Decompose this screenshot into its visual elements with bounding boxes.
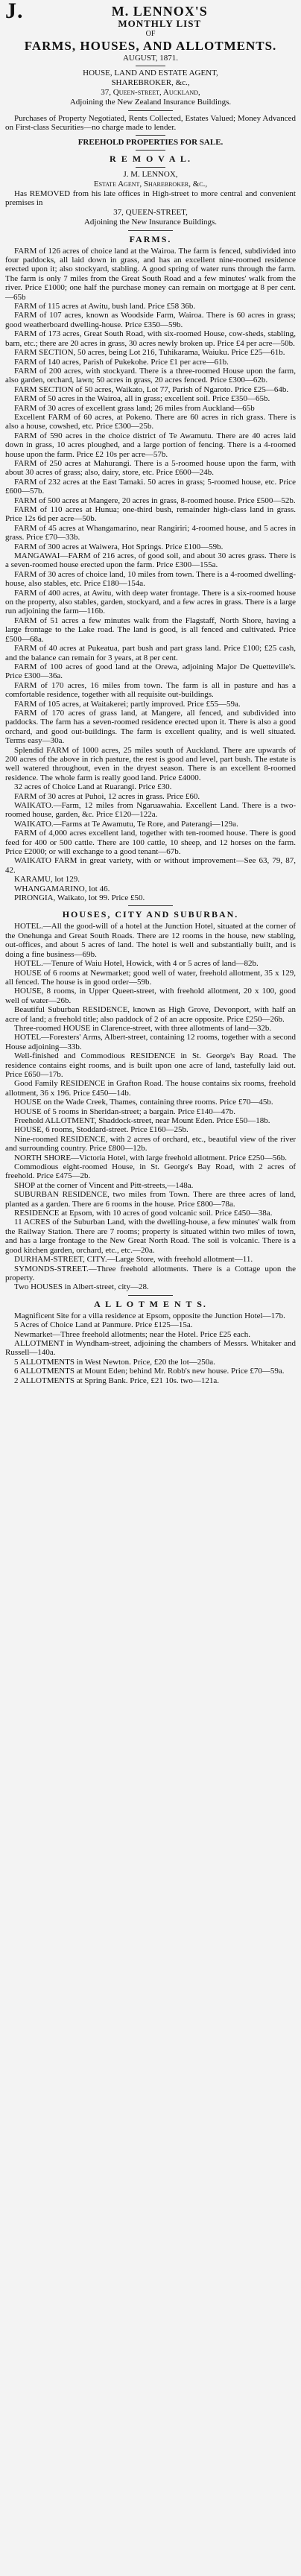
listing-item: NORTH SHORE—Victoria Hotel, with large freehold allotment. Price £250—56b. — [14, 1153, 287, 1162]
allotments-list — [5, 1311, 296, 1385]
listing-item: 5 Acres of Choice Land at Panmure. Price £125—15a. — [14, 1320, 193, 1330]
freehold-heading: FREEHOLD PROPERTIES FOR SALE. — [77, 137, 224, 147]
listing-item: HOUSE of 6 rooms at Newmarket; good well of water, freehold allotment, 35 x 129, all fenced. The house is in good order—59b. — [5, 968, 296, 987]
listing-item: SHOP at the corner of Vincent and Pitt-streets,—148a. — [14, 1180, 194, 1190]
listing-item: 2 ALLOTMENTS at Spring Bank. Price, £21 10s. two—121a. — [14, 1376, 219, 1385]
listing-item: MANGAWAI—FARM of 216 acres, of good soil, and about 30 acres grass. There is a seven-roomed house erected upon the farm. Price £300—155a. — [5, 551, 296, 570]
farms-list — [5, 247, 296, 903]
listing-item: HOUSE of 5 rooms in Sheridan-street; a bargain. Price £140—47b. — [14, 1107, 236, 1116]
listing-item: FARM of 232 acres at the East Tamaki. 50 acres in grass; 5-roomed house, etc. Price £600—57b. — [5, 477, 296, 496]
header-agent: HOUSE, LAND AND ESTATE AGENT, — [83, 69, 218, 77]
divider — [128, 1295, 173, 1296]
listing-item: FARM of 100 acres of good land at the Orewa, adjoining Major De Quetteville's. Price £300—36a. — [5, 662, 296, 681]
listing-item: FARM of 400 acres, at Awitu, with deep water frontage. There is a six-roomed house on the property, also stables, garden, stockyard, and a few acres in grass. There is a large run adjoining the farm—116b. — [5, 588, 296, 616]
divider — [136, 150, 165, 151]
allotments-heading: A L L O T M E N T S. — [94, 1298, 207, 1309]
listing-item: FARM of 170 acres of grass land, at Mangere, all fenced, and subdivided into paddocks. The farm has a seven-roomed residence erected upon it. There is also a good orchard, and good out-buildings. The farm is excellent quality, and is well situated. Terms easy—30a. — [5, 708, 296, 746]
listing-item: FARM SECTION of 50 acres, Waikato, Lot 77, Parish of Ngaroto. Price £25—64b. — [14, 384, 289, 394]
listing-item: HOUSE, 8 rooms, in Upper Queen-street, with freehold allotment, 20 x 100, good well of water—26b. — [5, 987, 296, 1005]
listing-item: WHANGAMARINO, lot 46. — [14, 884, 110, 893]
listing-item: Two HOUSES in Albert-street, city—28. — [14, 1282, 149, 1292]
listing-item: Newmarket—Three freehold allotments; near the Hotel. Price £25 each. — [14, 1329, 251, 1339]
listing-item: RESIDENCE at Epsom, with 10 acres of good volcanic soil. Price £450—38a. — [14, 1209, 273, 1218]
listing-item: Beautiful Suburban RESIDENCE, known as High Grove, Devonport, with half an acre of land; a freehold title; also paddock of 2 of an acre opposite. Price £250—26b. — [5, 1005, 296, 1024]
listing-item: Magnificent Site for a villa residence at Epsom, opposite the Junction Hotel—17b. — [14, 1311, 285, 1320]
listing-item: ALLOTMENT in Wyndham-street, adjoining the chambers of Messrs. Whitaker and Russell—140a. — [5, 1338, 296, 1358]
listing-item: Well-finished and Commodious RESIDENCE in St. George's Bay Road. The residence contains eight rooms, and is built upon one acre of land, tastefully laid out. Price £650—17b. — [5, 1051, 296, 1079]
listing-item: WAIKATO.—Farm, 12 miles from Ngaruawahia. Excellent Land. There is a two-roomed house, garden, &c. Price £120—122a. — [5, 801, 296, 820]
removal-body: Has REMOVED from his late offices in High-street to more central and convenient premises in — [5, 189, 296, 208]
listing-item: Splendid FARM of 1000 acres, 25 miles south of Auckland. There are upwards of 200 acres of the above in rich pasture, the rest is good and level, part bush. The estate is well watered throughout, even in the dryest season. There is an excellent 8-roomed residence. The whole farm is really good land. Price £4000. — [5, 745, 296, 782]
header-subtitle: FARMS, HOUSES, AND ALLOTMENTS. — [24, 39, 277, 53]
listing-item: FARM of 4,000 acres excellent land, together with ten-roomed house. There is good feed for 400 or 500 cattle. There are 100 cattle, 10 sheep, and 12 horses on the farm. Price £2000; or will exchange to a good tenant—67b. — [5, 829, 296, 857]
listing-item: 11 ACRES of the Suburban Land, with the dwelling-house, a few minutes' walk from the Railway Station. There are 7 rooms; property is situated within two miles of town, and has a large frontage to the New Great North Road. The soil is volcanic. There is a good kitchen garden, orchard, etc., etc.—20a. — [5, 1218, 296, 1255]
listing-item: FARM of 107 acres, known as Woodside Farm, Wairoa. There is 60 acres in grass; good weatherboard dwelling-house. Price £350—59b. — [5, 311, 296, 329]
removal-role: Estate Agent, Sharebroker, &c., — [93, 179, 208, 189]
header-address: 37, Queen-street, Auckland, — [101, 88, 200, 97]
header-of: OF — [145, 30, 156, 38]
header-adjoining: Adjoining the New Zealand Insurance Buildings. — [69, 98, 232, 107]
listing-item: HOTEL.—All the good-will of a hotel at the Junction Hotel, situated at the corner of the Onehunga and Great South Roads. There are 12 rooms in the house, new stabling, out-offices, and about 5 acres of land. The hotel is well and substantially built, and is doing a fine business—69b. — [5, 922, 296, 959]
divider — [136, 135, 165, 136]
listing-item: Three-roomed HOUSE in Clarence-street, with three allotments of land—32b. — [14, 1023, 272, 1033]
farms-heading: FARMS. — [129, 233, 172, 244]
removal-name: J. M. LENNOX, — [123, 169, 178, 179]
listing-item: Freehold ALLOTMENT, Shaddock-street, near Mount Eden. Price £50—18b. — [14, 1116, 270, 1125]
houses-list — [5, 922, 296, 1291]
listing-item: FARM of 170 acres, 16 miles from town. The farm is all in pasture and has a comfortable residence, together with all requisite out-buildings. — [5, 680, 296, 700]
listing-item: SUBURBAN RESIDENCE, two miles from Town. There are three acres of land, planted as a garden. There are 6 rooms in the house. Price £800—78a. — [5, 1190, 296, 1209]
divider — [128, 905, 173, 906]
listing-item: FARM of 110 acres at Hunua; one-third bush, remainder high-class land in grass. Price 12s 6d per acre—50b. — [5, 505, 296, 524]
listing-item: Commodious eight-roomed House, in St. George's Bay Road, with 2 acres of freehold. Price £475—2b. — [5, 1162, 296, 1181]
listing-item: 5 ALLOTMENTS in West Newton. Price, £20 the lot—250a. — [14, 1357, 215, 1367]
listing-item: FARM of 30 acres of excellent grass land; 26 miles from Auckland—65b — [14, 403, 255, 413]
listing-item: FARM of 200 acres, with stockyard. There is a three-roomed House upon the farm, also garden, orchard, lawn; 50 acres in grass, 20 acres fenced. Price £300—62b. — [5, 366, 296, 385]
divider — [128, 110, 173, 111]
divider — [136, 167, 165, 168]
header-name-text: M. LENNOX'S — [111, 4, 208, 19]
listing-item: FARM of 500 acres at Mangere, 20 acres in grass, 8-roomed house. Price £500—52b. — [14, 496, 296, 505]
listing-item: FARM of 140 acres, Parish of Pukekohe. Price £1 per acre—61b. — [14, 357, 229, 367]
listing-item: SYMONDS-STREET.—Three freehold allotments. There is a Cottage upon the property. — [5, 1264, 296, 1282]
listing-item: FARM of 51 acres a few minutes walk from the Flagstaff, North Shore, having a large frontage to the Lake road. The land is good, is all fenced and cultivated. Price £500—68a. — [5, 615, 296, 644]
listing-item: Excellent FARM of 60 acres, at Pokeno. There are 60 acres in rich grass. There is also a house, cowshed, etc. Price £300—25b. — [5, 412, 296, 431]
listing-item: FARM SECTION, 50 acres, being Lot 216, Tuhikarama, Waiuku. Price £25—61b. — [14, 348, 285, 358]
listing-item: FARM of 105 acres, at Waitakerei; partly improved. Price £55—59a. — [14, 699, 241, 709]
listing-item: HOTEL—Foresters' Arms, Albert-street, containing 12 rooms, together with a second House adjoining—33b. — [5, 1033, 296, 1051]
listing-item: FARM of 50 acres in the Wairoa, all in grass; excellent soil. Price £350—65b. — [14, 394, 270, 404]
header-date: AUGUST, 1871. — [122, 54, 179, 63]
listing-item: FARM of 40 acres at Pukeatua, part bush and part grass land. Price £100; £25 cash, and the balance can remain for 3 years, at 8 per cent. — [5, 644, 296, 662]
removal-adjoining: Adjoining the New Insurance Buildings. — [83, 217, 218, 227]
header-name — [5, 0, 296, 23]
page — [4, 0, 297, 1391]
listing-item: 32 acres of Choice Land at Ruarangi. Price £30. — [14, 782, 172, 792]
listing-item: WAIKATO FARM in great variety, with or without improvement—See 63, 79, 87, 42. — [5, 856, 296, 875]
listing-item: DURHAM-STREET, CITY.—Large Store, with freehold allotment—11. — [14, 1255, 253, 1265]
listing-item: KARAMU, lot 129. — [14, 875, 80, 884]
removal-heading: R E M O V A L. — [110, 153, 191, 164]
listing-item: FARM of 30 acres at Puhoi, 12 acres in grass. Price £60. — [14, 791, 200, 801]
listing-item: 6 ALLOTMENTS at Mount Eden; behind Mr. Robb's new house. Price £70—59a. — [14, 1367, 285, 1376]
listing-item: HOTEL.—Tenure of Waiu Hotel, Howick, with 4 or 5 acres of land—82b. — [14, 959, 259, 969]
listing-item: Nine-roomed RESIDENCE, with 2 acres of orchard, etc., beautiful view of the river and surrounding country. Price £800—12b. — [5, 1134, 296, 1153]
header-title: MONTHLY LIST — [118, 18, 202, 29]
listing-item: FARM of 115 acres at Awitu, bush land. Price £58 36b. — [14, 302, 196, 311]
listing-item: FARM of 250 acres at Mahurangi. There is a 5-roomed house upon the farm, with about 30 acres of grass; also, dairy, store, etc. Price £600—24b. — [5, 458, 296, 478]
listing-item: WAIKATO.—Farms at Te Awamutu, Te Rore, and Paterangi—129a. — [14, 819, 238, 829]
listing-item: FARM of 30 acres of choice land, 10 miles from town. There is a 4-roomed dwelling-house, also stables, etc. Price £180—154a. — [5, 569, 296, 589]
header-sharebroker: SHAREBROKER, &c., — [111, 78, 190, 87]
listing-item: HOUSE, 6 rooms, Stoddard-street. Price £160—25b. — [14, 1125, 188, 1135]
header-initial: J. — [5, 0, 24, 23]
houses-heading: HOUSES, CITY AND SUBURBAN. — [62, 909, 239, 920]
listing-item: FARM of 126 acres of choice land at the Wairoa. The farm is fenced, subdivided into four paddocks, all laid down in grass, and has an excellent nine-roomed residence erected upon it; also stockyard, stabling. A good spring of water runs through the farm. The farm is only 7 miles from the Great South Road and a few minutes' walk from the river. Price £1000; one half the purchase money can remain on mortgage at 8 per cent.—65b — [5, 246, 296, 302]
listing-item: HOUSE on the Wade Creek, Thames, containing three rooms. Price £70—45b. — [14, 1098, 273, 1107]
notice-text: Purchases of Property Negotiated, Rents Collected, Estates Valued; Money Advanced on First-class Securities—no charge made to lender. — [5, 114, 296, 133]
removal-address: 37, QUEEN-STREET, — [113, 207, 188, 217]
listing-item: PIRONGIA, Waikato, lot 99. Price £50. — [14, 893, 145, 903]
divider — [128, 230, 173, 231]
listing-item: FARM of 590 acres in the choice district of Te Awamutu. There are 40 acres laid down in grass, 10 acres ploughed, and a large portion of fencing. There is a 4-roomed house upon the farm. Price £2 10s per acre—57b. — [5, 431, 296, 459]
listing-item: Good Family RESIDENCE in Grafton Road. The house contains six rooms, freehold allotment, 36 x 196. Price £450—14b. — [5, 1079, 296, 1098]
listing-item: FARM of 300 acres at Waiwera, Hot Springs. Price £100—59b. — [14, 542, 224, 551]
listing-item: FARM of 45 acres at Whangamarino, near Rangiriri; 4-roomed house, and 5 acres in grass. Price £70—33b. — [5, 523, 296, 542]
listing-item: FARM of 173 acres, Great South Road, with six-roomed House, cow-sheds, stabling, barn, etc.; there are 20 acres in grass, 30 acres newly broken up. Price £4 per acre—50b. — [5, 329, 296, 348]
